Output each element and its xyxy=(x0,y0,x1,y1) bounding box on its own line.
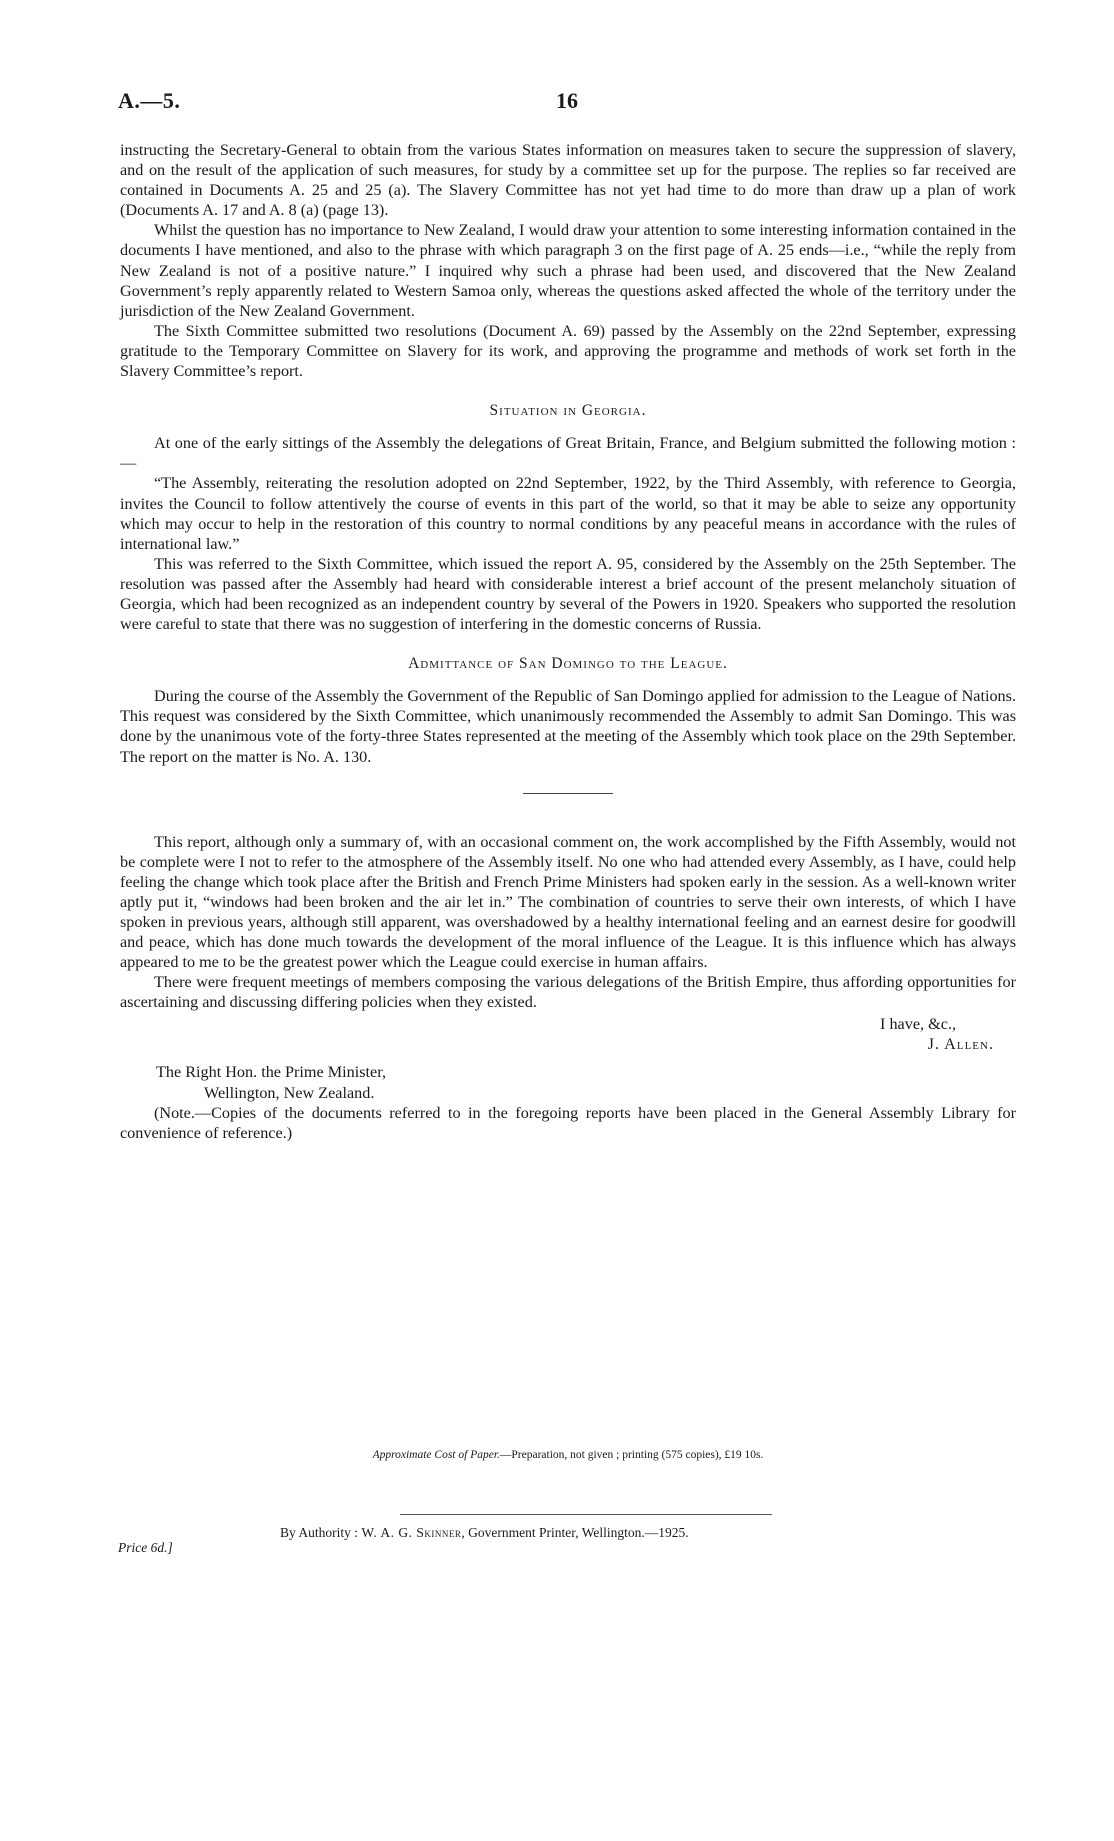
body-paragraph: During the course of the Assembly the Government of the Republic of San Domingo applied for admission to the League of Nations. This request was considered by the Sixth Committee, which unanimously recommended the Assembly to admit San Domingo. This was done by the unanimous vote of the forty-three States represented at the meeting of the Assembly which took place on the 29th September. The report on the matter is No. A. 130. xyxy=(120,687,1016,766)
cost-of-paper xyxy=(120,1449,1016,1461)
cost-text: —Preparation, not given ; printing (575 copies), £19 10s. xyxy=(499,1449,764,1461)
body-paragraph: This was referred to the Sixth Committee, which issued the report A. 95, considered by the Assembly on the 25th September. The resolution was passed after the Assembly had heard with considerable interest a brief account of the present melancholy situation of Georgia, which had been recognized as an independent country by several of the Powers in 1920. Speakers who supported the resolution were careful to state that there was no suggestion of interfering in the domestic concerns of Russia. xyxy=(120,554,1016,634)
quoted-motion: “The Assembly, reiterating the resolution adopted on 22nd September, 1922, by the Third Assembly, with reference to Georgia, invites the Council to follow attentively the course of events in this part of the world, so that it may be able to seize any opportunity which may occur to help in the restoration of this country to normal conditions by any peaceful means in accordance with the rules of international law.” xyxy=(120,474,1016,553)
printer-imprint xyxy=(280,1525,689,1541)
page-header xyxy=(118,88,1018,118)
footer-rule xyxy=(400,1514,772,1515)
body-paragraph: At one of the early sittings of the Assembly the delegations of Great Britain, France, and Belgium submitted the following motion :— xyxy=(120,434,1016,473)
printer-name: W. A. G. Skinner xyxy=(361,1525,462,1540)
cost-label: Approximate Cost of Paper. xyxy=(372,1449,500,1461)
signature-block xyxy=(120,1014,1016,1056)
body-paragraph: instructing the Secretary-General to obtain from the various States information on measures taken to secure the suppression of slavery, and on the result of the application of such measures, for study by a committee set up for the purpose. The replies so far received are contained in Documents A. 25 and 25 (a). The Slavery Committee has not yet had time to do more than draw up a plan of work (Documents A. 17 and A. 8 (a) (page 13). xyxy=(120,141,1016,220)
addressee-line: The Right Hon. the Prime Minister, xyxy=(156,1063,386,1082)
document-reference: A.—5. xyxy=(118,88,181,113)
imprint-prefix: By Authority : xyxy=(280,1525,362,1540)
imprint-suffix: , Government Printer, Wellington.—1925. xyxy=(461,1525,689,1540)
body-paragraph: There were frequent meetings of members composing the various delegations of the British Empire, thus affording opportunities for ascertaining and discussing differing policies when they existed. xyxy=(120,973,1016,1012)
body-paragraph: The Sixth Committee submitted two resolutions (Document A. 69) passed by the Assembly on the 22nd September, expressing gratitude to the Temporary Committee on Slavery for its work, and approving the programme and methods of work set forth in the Slavery Committee’s report. xyxy=(120,321,1016,381)
price-label: Price 6d.] xyxy=(118,1540,173,1555)
body-paragraph: This report, although only a summary of, with an occasional comment on, the work accomplished by the Fifth Assembly, would not be complete were I not to refer to the atmosphere of the Assembly itself. No one who had attended every Assembly, as I have, could help feeling the change which took place after the British and French Prime Ministers had spoken early in the session. As a well-known writer aptly put it, “windows had been broken and the air let in.” The combination of countries to serve their own interests, of which I have spoken in previous years, although still apparent, was overshadowed by a healthy international feeling and an earnest desire for goodwill and peace, which has done much towards the development of the moral influence of the League. It is this influence which has always appeared to me to be the greatest power which the League could exercise in human affairs. xyxy=(120,832,1016,972)
document-body xyxy=(120,140,1016,1143)
section-heading-san-domingo: Admittance of San Domingo to the League. xyxy=(408,655,728,673)
closing-salutation: I have, &c., xyxy=(880,1015,956,1034)
addressee-block xyxy=(156,1062,1016,1102)
section-divider xyxy=(523,793,613,794)
addressee-line: Wellington, New Zealand. xyxy=(204,1083,375,1102)
page-number: 16 xyxy=(556,88,578,113)
section-heading-georgia: Situation in Georgia. xyxy=(489,402,647,420)
signature-name: J. Allen. xyxy=(927,1035,994,1054)
editorial-note: (Note.—Copies of the documents referred to in the foregoing reports have been placed in the General Assembly Library for convenience of reference.) xyxy=(120,1103,1016,1142)
body-paragraph: Whilst the question has no importance to New Zealand, I would draw your attention to some interesting information contained in the documents I have mentioned, and also to the phrase with which paragraph 3 on the first page of A. 25 ends—i.e., “while the reply from New Zealand is not of a positive nature.” I inquired why such a phrase had been used, and discovered that the New Zealand Government’s reply apparently related to Western Samoa only, whereas the questions asked affected the whole of the territory under the jurisdiction of the New Zealand Government. xyxy=(120,221,1016,320)
